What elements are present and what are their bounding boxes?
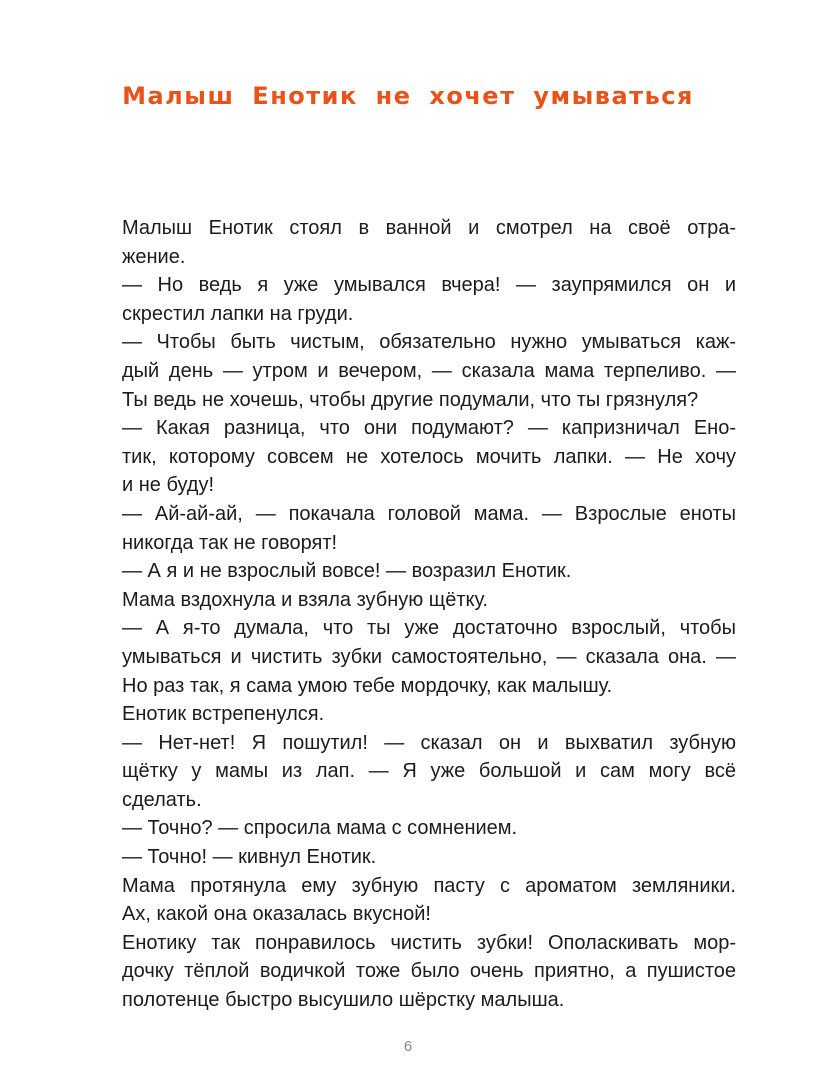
text-line: дочку тёплой водичкой тоже было очень приятно, а пушистое: [122, 960, 736, 983]
page-number: 6: [403, 1038, 413, 1055]
paragraph: [94, 872, 736, 929]
text-line: Малыш Енотик стоял в ванной и смотрел на своё отра-: [122, 217, 736, 239]
text-line: — А я-то думала, что ты уже достаточно взрослый, чтобы: [122, 617, 736, 640]
paragraph: [94, 214, 736, 271]
text-line: — Чтобы быть чистым, обязательно нужно умываться каж-: [122, 331, 736, 354]
text-line: умываться и чистить зубки самостоятельно, — сказала она. —: [122, 645, 736, 668]
text-line: тик, которому совсем не хотелось мочить лапки. — Не хочу: [122, 445, 736, 468]
paragraph: [94, 500, 736, 557]
chapter-title: Малыш Енотик не хочет умываться: [122, 82, 694, 110]
text-line: сделать.: [122, 788, 202, 811]
text-line: Енотику так понравилось чистить зубки! Ополаскивать мор-: [122, 931, 736, 954]
paragraph: [94, 614, 736, 700]
text-line: полотенце быстро высушило шёрстку малыша.: [122, 989, 565, 1012]
paragraph: [94, 729, 736, 815]
text-line: и не буду!: [122, 474, 215, 497]
paragraph: [94, 328, 736, 414]
text-line: Ах, какой она оказалась вкусной!: [122, 903, 431, 926]
text-line: Ты ведь не хочешь, чтобы другие подумали, что ты грязнуля?: [122, 388, 699, 411]
text-line: Енотик встрепенулся.: [122, 703, 325, 726]
text-line: — А я и не взрослый вовсе! — возразил Енотик.: [122, 560, 572, 583]
paragraph: [94, 271, 736, 328]
text-line: Но раз так, я сама умою тебе мордочку, как малышу.: [122, 674, 613, 697]
text-line: — Точно! — кивнул Енотик.: [122, 846, 377, 869]
text-line: скрестил лапки на груди.: [122, 302, 354, 325]
text-line: — Но ведь я уже умывался вчера! — заупрямился он и: [122, 274, 736, 297]
text-line: — Точно? — спросила мама с сомнением.: [122, 817, 518, 840]
paragraph: [94, 557, 736, 586]
text-line: Мама протянула ему зубную пасту с ароматом земляники.: [122, 874, 736, 897]
paragraph: [94, 843, 736, 872]
text-line: — Нет-нет! Я пошутил! — сказал он и выхватил зубную: [122, 731, 736, 754]
paragraph: [94, 586, 736, 615]
text-line: — Ай-ай-ай, — покачала головой мама. — Взрослые еноты: [122, 502, 736, 525]
text-line: — Какая разница, что они подумают? — капризничал Ено-: [122, 417, 736, 440]
text-line: дый день — утром и вечером, — сказала мама терпеливо. —: [122, 359, 736, 382]
text-line: никогда так не говорят!: [122, 531, 338, 554]
paragraph: [94, 700, 736, 729]
story-text: [94, 214, 736, 1015]
paragraph: [94, 414, 736, 500]
text-line: щётку у мамы из лап. — Я уже большой и сам могу всё: [122, 760, 736, 783]
text-line: жение.: [122, 245, 186, 268]
paragraph: [94, 929, 736, 1015]
text-line: Мама вздохнула и взяла зубную щётку.: [122, 588, 489, 611]
paragraph: [94, 814, 736, 843]
